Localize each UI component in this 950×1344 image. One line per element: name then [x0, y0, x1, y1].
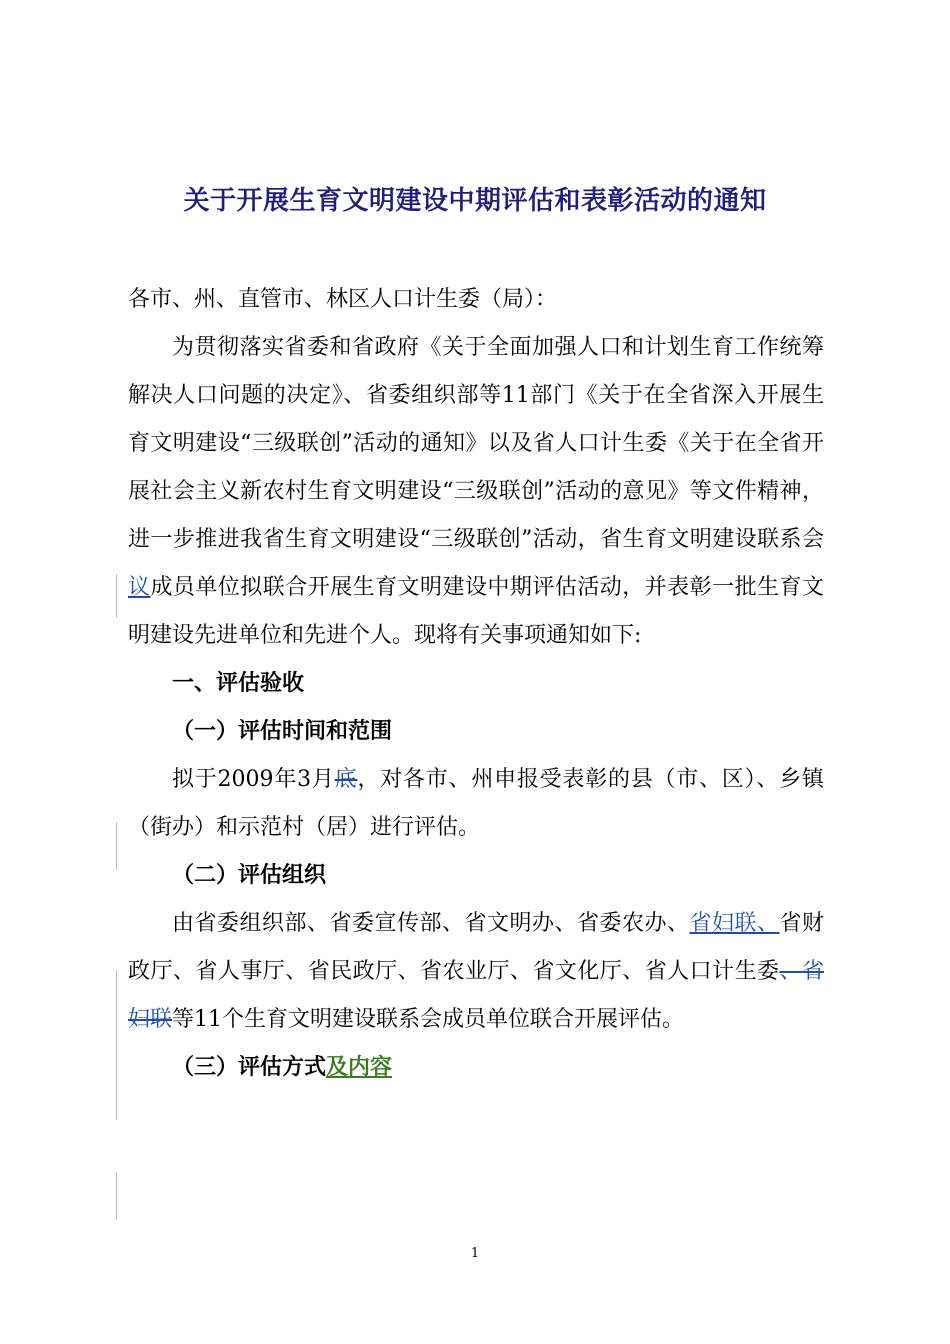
salutation: 各市、州、直管市、林区人口计生委（局）：: [128, 287, 558, 312]
inserted-text: 省妇联、: [689, 911, 780, 936]
document-body: [128, 276, 824, 1092]
change-bar: [116, 970, 117, 1120]
section-heading: 一、评估验收: [172, 671, 305, 696]
change-bar: [116, 822, 117, 870]
paragraph-text: 拟于2009年3月: [172, 767, 335, 792]
subsection-heading: [128, 1044, 824, 1092]
page-number: 1: [470, 1246, 480, 1261]
document-title: 关于开展生育文明建设中期评估和表彰活动的通知: [183, 186, 767, 216]
paragraph-text: 省财政厅、省人事厅、省民政厅、省农业厅、省文化厅、省人口计生委: [128, 911, 824, 984]
paragraph-organization: [128, 900, 824, 1044]
intro-text: 成员单位拟联合开展生育文明建设中期评估活动，并表彰一批生育文明建设先进单位和先进个人。现将有关事项通知如下:: [128, 575, 824, 648]
change-bar: [116, 1172, 117, 1220]
subsection-heading: （二）评估组织: [172, 863, 327, 888]
paragraph-text: 由省委组织部、省委宣传部、省文明办、省委农办、: [172, 911, 690, 936]
paragraph-text: 等11个生育文明建设联系会成员单位联合开展评估。: [172, 1007, 685, 1032]
heading-text: （三）评估方式: [172, 1055, 327, 1080]
deleted-text: 底: [334, 767, 358, 792]
change-bar: [116, 574, 117, 618]
subsection-heading: （一）评估时间和范围: [172, 719, 393, 744]
paragraph-time-scope: [128, 756, 824, 852]
intro-paragraph: [128, 324, 824, 660]
paragraph-text: ，对各市、州申报受表彰的县（市、区）、乡镇（街办）和示范村（居）进行评估。: [128, 767, 824, 840]
intro-text: 为贯彻落实省委和省政府《关于全面加强人口和计划生育工作统筹解决人口问题的决定》、省委组织部等11部门《关于在全省深入开展生育文明建设“三级联创”活动的通知》以及省人口计生委《关于在全省开展社会主义新农村生育文明建设“三级联创”活动的意见》等文件精神，进一步推进我省生育文明建设“三级联创”活动，省生育文明建设联系会: [128, 335, 824, 552]
inserted-text: 议: [128, 575, 151, 600]
inserted-text: 及内容: [326, 1055, 393, 1080]
deleted-text: 、省妇联: [128, 959, 824, 1032]
